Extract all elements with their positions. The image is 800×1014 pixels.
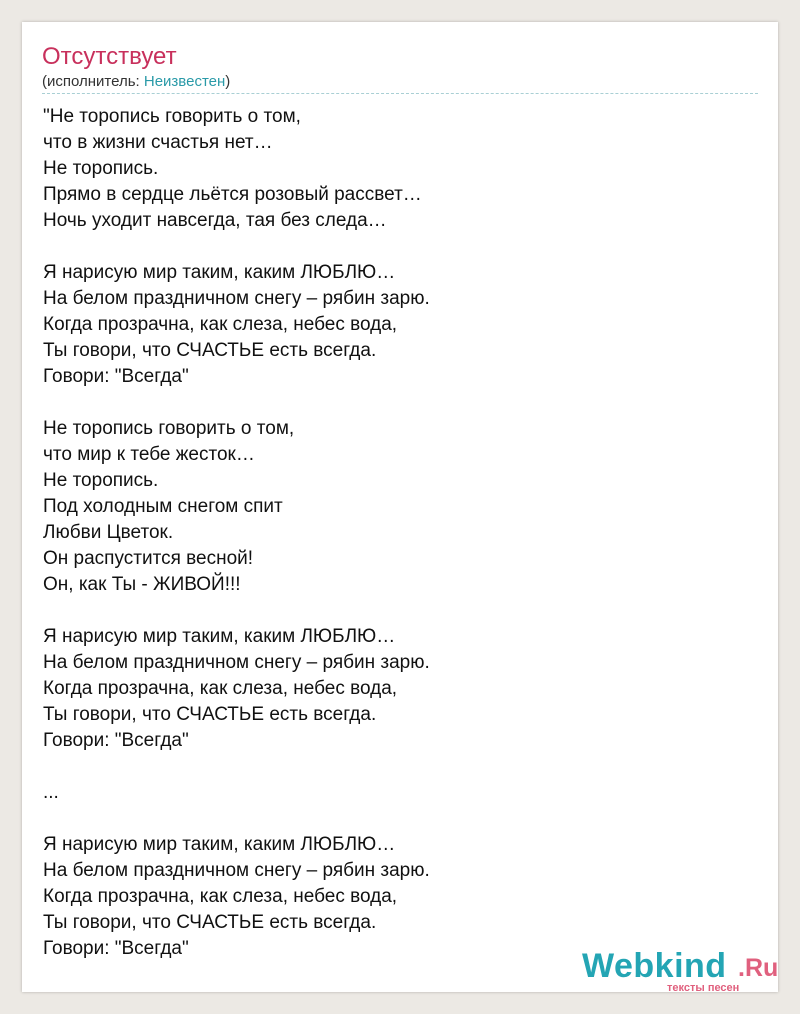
logo-tagline: тексты песен bbox=[667, 982, 740, 994]
lyric-line: Ты говори, что СЧАСТЬЕ есть всегда. bbox=[43, 704, 377, 725]
logo-tld: .Ru bbox=[738, 954, 779, 982]
site-logo[interactable] bbox=[582, 947, 782, 997]
logo-brand: Webkind bbox=[582, 947, 727, 985]
lyric-line: Я нарисую мир таким, каким ЛЮБЛЮ… bbox=[43, 834, 396, 855]
lyric-line: что в жизни счастья нет… bbox=[43, 132, 273, 153]
artist-line bbox=[42, 72, 230, 92]
stanza-gap bbox=[43, 390, 753, 416]
stanza-gap bbox=[43, 754, 753, 780]
artist-suffix: ) bbox=[225, 73, 231, 90]
stanza-gap bbox=[43, 598, 753, 624]
lyric-line: что мир к тебе жесток… bbox=[43, 444, 255, 465]
lyric-line: Когда прозрачна, как слеза, небес вода, bbox=[43, 886, 398, 907]
lyric-line: Говори: "Всегда" bbox=[43, 730, 189, 751]
lyric-line: Прямо в сердце льётся розовый рассвет… bbox=[43, 184, 422, 205]
lyric-line: Ты говори, что СЧАСТЬЕ есть всегда. bbox=[43, 340, 377, 361]
lyric-line: Не торопись говорить о том, bbox=[43, 418, 295, 439]
lyric-line: Под холодным снегом спит bbox=[43, 496, 283, 517]
artist-link[interactable]: Неизвестен bbox=[143, 73, 226, 90]
lyric-line: Любви Цветок. bbox=[43, 522, 174, 543]
lyric-line: Он распустится весной! bbox=[43, 548, 254, 569]
lyric-line: Говори: "Всегда" bbox=[43, 938, 189, 959]
lyric-line: Я нарисую мир таким, каким ЛЮБЛЮ… bbox=[43, 626, 396, 647]
stanza-gap bbox=[43, 806, 753, 832]
lyric-line: Не торопись. bbox=[43, 158, 159, 179]
lyric-line: Он, как Ты - ЖИВОЙ!!! bbox=[43, 574, 241, 595]
stanza-gap bbox=[43, 234, 753, 260]
lyric-line: На белом праздничном снегу – рябин зарю. bbox=[43, 288, 430, 309]
title-divider bbox=[42, 93, 758, 94]
lyric-line: Не торопись. bbox=[43, 470, 159, 491]
song-title: Отсутствует bbox=[42, 43, 177, 70]
lyric-line: На белом праздничном снегу – рябин зарю. bbox=[43, 652, 430, 673]
lyric-line: На белом праздничном снегу – рябин зарю. bbox=[43, 860, 430, 881]
lyric-line: ... bbox=[43, 782, 59, 803]
lyric-line: Когда прозрачна, как слеза, небес вода, bbox=[43, 314, 398, 335]
lyric-line: Говори: "Всегда" bbox=[43, 366, 189, 387]
lyric-line: Ночь уходит навсегда, тая без следа… bbox=[43, 210, 387, 231]
lyric-line: Когда прозрачна, как слеза, небес вода, bbox=[43, 678, 398, 699]
lyric-line: Ты говори, что СЧАСТЬЕ есть всегда. bbox=[43, 912, 377, 933]
lyrics-card bbox=[22, 22, 778, 992]
lyric-line: "Не торопись говорить о том, bbox=[43, 106, 301, 127]
lyric-line: Я нарисую мир таким, каким ЛЮБЛЮ… bbox=[43, 262, 396, 283]
lyrics-text bbox=[43, 104, 753, 962]
artist-prefix: (исполнитель: bbox=[42, 73, 144, 90]
